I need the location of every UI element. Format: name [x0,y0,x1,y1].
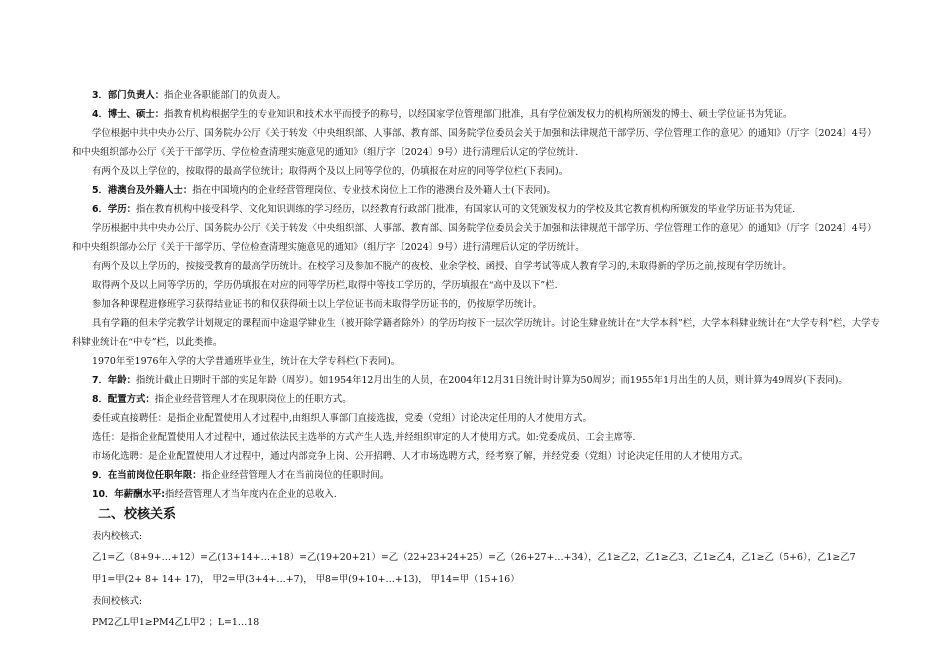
item-text: 指教育机构根据学生的专业知识和技术水平而授予的称号，以经国家学位管理部门批准，具有学位颁发权力的机构所颁发的博士、硕士学位证书为凭证。 [164,109,793,120]
item-label: 年龄： [107,375,137,386]
item-text: 指在教育机构中接受科学、文化知识训练的学习经历，以经教育行政部门批准，有国家认可的文凭颁发权力的学校及其它教育机构所颁发的毕业学历证书为凭证. [136,204,796,215]
item-label: 配置方式： [107,394,155,405]
item-number: 10． [92,489,115,500]
item-text: 指统计截止日期时干部的实足年龄（周岁）。如1954年12月出生的人员，在2004年12月31日统计时计算为50周岁；而1955年1月出生的人员，则计算为49周岁(下表同)。 [136,375,848,386]
section-title: 二、校核关系 [98,507,177,522]
item-number: 6． [92,204,108,215]
item-number: 7． [92,375,108,386]
paragraph: 取得两个及以上同等学历的，学历仍填报在对应的同等学历栏,取得中等技工学历的，学历填报在“高中及以下”栏. [92,280,558,291]
paragraph: 市场化选聘：是企业配置使用人才过程中，通过内部竞争上岗、公开招聘、人才市场选聘方式，经考察了解，并经党委（党组）讨论决定任用的人才使用方式。 [92,451,749,462]
item-number: 8． [92,394,108,405]
item-text: 指企业各职能部门的负责人。 [164,90,287,101]
item-number: 3． [92,90,108,101]
document-page [72,86,882,634]
paragraph: 参加各种课程进修班学习获得结业证书的和仅获得硕士以上学位证书而未取得学历证书的，仍按原学历统计。 [92,299,543,310]
item-education [72,200,882,219]
intra-table-formula-1: 乙1=乙（8+9+…+12）=乙(13+14+…+18）=乙(19+20+21）=乙（22+23+24+25）=乙（26+27+…+34），乙1≥乙2，乙1≥乙3，乙1≥乙4，乙1≥乙（5+6），乙1≥乙7 [92,552,856,563]
item-label: 港澳台及外籍人士： [107,185,193,196]
item-age [72,371,882,390]
item-text: 指经营管理人才当年度内在企业的总收入. [165,489,337,500]
item-label: 部门负责人： [107,90,165,101]
item-number: 5． [92,185,108,196]
paragraph: 有两个及以上学历的，按接受教育的最高学历统计。在校学习及参加不脱产的夜校、业余学校、函授、自学考试等成人教育学习的,未取得新的学历之前,按现有学历统计。 [92,261,792,272]
item-label: 在当前岗位任职年限： [107,470,202,481]
item-text: 指企业经营管理人才在现职岗位上的任职方式。 [154,394,352,405]
item-number: 4． [92,109,108,120]
paragraph: 有两个及以上学位的，按取得的最高学位统计；取得两个及以上同等学位的，仍填报在对应的同等学位栏(下表同)。 [92,166,569,177]
item-label: 博士、硕士： [107,109,165,120]
paragraph: 学历根据中共中央办公厅、国务院办公厅《关于转发〈中央组织部、人事部、教育部、国务院学位委员会关于加强和法律规范干部学历、学位管理工作的意见〉的通知》（厅字〔2024〕4号）和中央组织部办公厅《关于干部学历、学位检查清理实施意见的通知》（组厅字〔2024〕9号）进行清理后认定的学历统计。 [72,223,877,253]
item-department-head [72,86,882,105]
intra-table-formula-2: 甲1=甲(2+ 8+ 14+ 17)， 甲2=甲(3+4+…+7)， 甲8=甲(9+10+…+13)， 甲14=甲（15+16） [92,574,520,585]
item-text: 指在中国境内的企业经营管理岗位、专业技术岗位上工作的港澳台及外籍人士(下表同)。 [192,185,556,196]
inter-table-formula-1: PM2乙L甲1≥PM4乙L甲2 ；L=1…18 [92,617,260,628]
item-label: 年薪酬水平: [114,489,166,500]
item-text: 指企业经营管理人才在当前岗位的任职时间。 [201,470,390,481]
inter-table-check-label: 表间校核式: [92,596,143,607]
intra-table-check-label: 表内校核式: [92,531,143,542]
paragraph: 1970年至1976年入学的大学普通班毕业生，统计在大学专科栏(下表同)。 [92,356,401,367]
item-doctor-master [72,105,882,124]
item-tenure [72,466,882,485]
item-allocation-method [72,390,882,409]
paragraph: 具有学籍的但未学完教学计划规定的课程而中途退学肄业生（被开除学籍者除外）的学历均按下一层次学历统计。讨论生肄业统计在“大学本科”栏，大学本科肄业统计在“大学专科”栏，大学专科肄业统计在“中专”栏，以此类推。 [72,318,880,348]
item-annual-salary [72,485,882,504]
item-number: 9． [92,470,108,481]
item-label: 学历： [107,204,137,215]
paragraph: 委任或直接聘任：是指企业配置使用人才过程中,由组织人事部门直接选拔，党委（党组）讨论决定任用的人才使用方式。 [92,413,592,424]
paragraph: 选任：是指企业配置使用人才过程中，通过依法民主选举的方式产生人选,并经组织审定的人才使用方式。如:党委成员、工会主席等. [92,432,636,443]
paragraph: 学位根据中共中央办公厅、国务院办公厅《关于转发〈中央组织部、人事部、教育部、国务院学位委员会关于加强和法律规范干部学历、学位管理工作的意见〉的通知》（厅字〔2024〕4号）和中央组织部办公厅《关于干部学历、学位检查清理实施意见的通知》（组厅字〔2024〕9号）进行清理后认定的学位统计. [72,128,877,158]
item-hk-macau-taiwan-foreign [72,181,882,200]
